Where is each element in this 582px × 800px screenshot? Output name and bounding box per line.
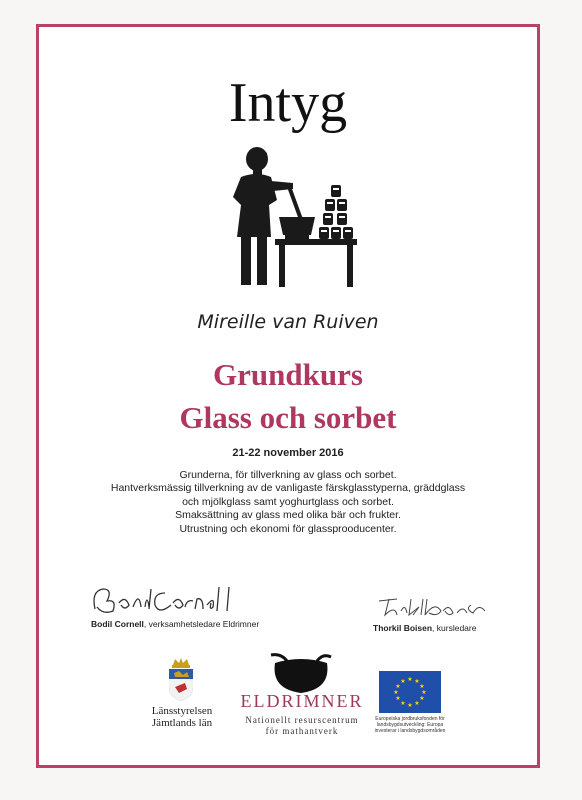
signatory-role: , kursledare — [432, 623, 477, 633]
svg-text:★: ★ — [407, 676, 413, 683]
eu-caption-line3: investerar i landsbygdsområden — [374, 728, 446, 734]
description-line: och mjölkglass samt yoghurtglass och sorbet. — [182, 495, 394, 508]
course-level: Grundkurs — [213, 357, 363, 392]
eldrimner-subtitle-line1: Nationellt resurscentrum — [245, 715, 359, 725]
svg-text:★: ★ — [400, 678, 406, 685]
svg-text:★: ★ — [414, 700, 420, 707]
svg-text:★: ★ — [400, 700, 406, 707]
course-title: Glass och sorbet — [179, 400, 397, 435]
eldrimner-pot-logo — [267, 651, 335, 695]
signature-caption-right — [373, 623, 476, 633]
course-date: 21-22 november 2016 — [232, 447, 344, 459]
certificate-frame — [36, 24, 540, 768]
recipient-name: Mireille van Ruiven — [197, 311, 379, 333]
svg-text:★: ★ — [419, 695, 425, 702]
lansstyrelsen-line2: Jämtlands län — [151, 717, 213, 729]
eu-caption-line2: landsbygdsutveckling: Europa — [376, 722, 444, 728]
description-line: Smaksättning av glass med olika bär och frukter. — [175, 509, 401, 522]
eldrimner-subtitle-line2: för mathantverk — [265, 726, 339, 736]
eu-caption — [373, 716, 447, 734]
svg-text:★: ★ — [414, 678, 420, 685]
description-line: Grunderna, för tillverkning av glass och sorbet. — [179, 469, 397, 481]
description-line: Hantverksmässig tillverkning av de vanligaste färskglasstyperna, gräddglass — [110, 482, 466, 495]
eldrimner-name: ELDRIMNER — [240, 691, 364, 711]
lansstyrelsen-coat-of-arms-logo — [165, 657, 197, 703]
svg-text:★: ★ — [421, 689, 427, 696]
svg-text:★: ★ — [407, 702, 413, 709]
craftsperson-silhouette-illustration — [219, 145, 359, 290]
signature-thorkil-boisen — [375, 593, 495, 623]
certificate-title: Intyg — [228, 72, 348, 134]
signature-bodil-cornell — [89, 581, 249, 621]
svg-text:★: ★ — [395, 683, 401, 690]
signatory-name: Thorkil Boisen — [373, 623, 433, 633]
eu-caption-line1: Europeiska jordbruksfonden för — [375, 716, 445, 722]
signatory-name: Bodil Cornell — [91, 619, 144, 629]
svg-text:★: ★ — [419, 683, 425, 690]
signatory-role: , verksamhetsledare Eldrimner — [143, 619, 260, 629]
eldrimner-subtitle — [217, 715, 387, 737]
course-description — [39, 469, 537, 536]
signature-caption-left — [91, 619, 259, 629]
lansstyrelsen-line1: Länsstyrelsen — [151, 705, 213, 717]
description-line: Utrustning och ekonomi för glassprooducenter. — [179, 522, 397, 535]
svg-text:★: ★ — [395, 695, 401, 702]
eu-flag-logo — [379, 671, 441, 713]
svg-text:★: ★ — [393, 689, 399, 696]
